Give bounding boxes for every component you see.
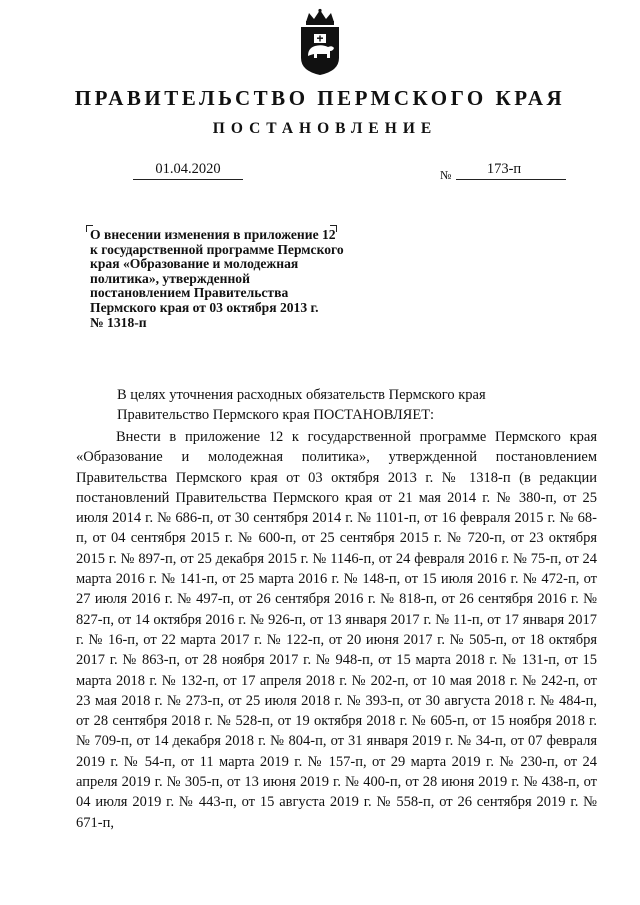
document-subject: О внесении изменения в приложение 12 к государственной программе Пермского края «Образование и молодежная политика», утвержденной постановлением Правительства Пермского края от 03 октября 2013 г. № 1318-п — [90, 227, 344, 330]
preamble-line-1: В целях уточнения расходных обязательств Пермского края — [117, 387, 486, 403]
government-title: ПРАВИТЕЛЬСТВО ПЕРМСКОГО КРАЯ — [74, 86, 566, 110]
number-field — [456, 160, 566, 180]
number-underline — [456, 179, 566, 180]
date-field — [133, 160, 243, 180]
body-paragraph: Внести в приложение 12 к государственной программе Пермского края «Образование и молодежная политика», утвержденной постановлением Правительства Пермского края от 03 октября 2013 г. № 1318-п (в редакции постановлений Правительства Пермского края от 21 мая 2014 г. № 380-п, от 25 июля 2014 г. № 686-п, от 30 сентября 2014 г. № 1101-п, от 16 февраля 2015 г. № 68-п, от 04 сентября 2015 г. № 600-п, от 25 сентября 2015 г. № 720-п, от 23 октября 2015 г. № 897-п, от 25 декабря 2015 г. № 1146-п, от 24 февраля 2016 г. № 75-п, от 24 марта 2016 г. № 141-п, от 25 марта 2016 г. № 148-п, от 15 июля 2016 г. № 472-п, от 27 июля 2016 г. № 497-п, от 26 сентября 2016 г. № 818-п, от 26 сентября 2016 г. № 827-п, от 14 октября 2016 г. № 926-п, от 13 января 2017 г. № 11-п, от 17 января 2017 г. № 16-п, от 22 марта 2017 г. № 122-п, от 20 июня 2017 г. № 505-п, от 18 октября 2017 г. № 863-п, от 28 ноября 2017 г. № 948-п, от 15 марта 2018 г. № 131-п, от 15 марта 2018 г. № 132-п, от 17 апреля 2018 г. № 202-п, от 10 мая 2018 г. № 242-п, от 23 мая 2018 г. № 273-п, от 25 июля 2018 г. № 393-п, от 30 августа 2018 г. № 484-п, от 28 сентября 2018 г. № 528-п, от 19 октября 2018 г. № 605-п, от 15 ноября 2018 г. № 709-п, от 14 декабря 2018 г. № 804-п, от 31 января 2019 г. № 34-п, от 07 февраля 2019 г. № 54-п, от 11 марта 2019 г. № 157-п, от 29 марта 2019 г. № 230-п, от 24 апреля 2019 г. № 305-п, от 13 июня 2019 г. № 400-п, от 28 июня 2019 г. № 438-п, от 04 июля 2019 г. № 443-п, от 15 августа 2019 г. № 558-п, от 26 сентября 2019 г. № 671-п, — [76, 429, 597, 831]
date-underline — [133, 179, 243, 180]
document-kind: ПОСТАНОВЛЕНИЕ — [212, 120, 438, 137]
preamble-line-2: Правительство Пермского края ПОСТАНОВЛЯЕТ: — [117, 407, 435, 423]
date-value: 01.04.2020 — [155, 161, 221, 177]
number-value: 173-п — [486, 161, 522, 177]
coat-of-arms-icon — [297, 8, 343, 76]
number-sign: № — [440, 168, 452, 182]
